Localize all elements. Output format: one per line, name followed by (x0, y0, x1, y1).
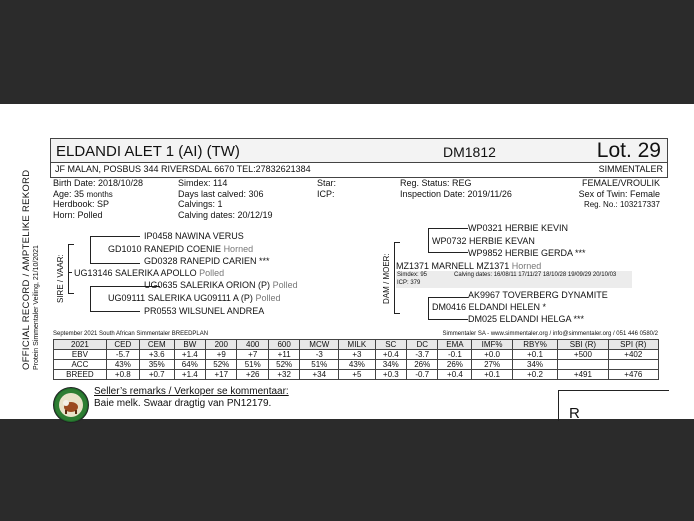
table-row (54, 360, 659, 370)
dam-bracket-bottom (394, 313, 400, 314)
row-label: BREED (54, 370, 107, 380)
dam-icp: ICP: 379 (397, 280, 421, 286)
table-cell: +3 (339, 350, 375, 360)
breedplan-header-row (54, 340, 659, 350)
col-400: 400 (237, 340, 268, 350)
dam-sire-sire: WP0321 HERBIE KEVIN (468, 223, 569, 233)
animal-code: DM1812 (443, 144, 496, 160)
col-bw: BW (174, 340, 205, 350)
age-value: Age: 35 (53, 189, 85, 199)
dam-calving-dates: Calving dates: 16/08/11 17/11/27 18/10/28 19/09/29 20/10/03 (454, 272, 617, 278)
sire-dam-name: UG09111 SALERIKA UG09111 A (P) (108, 293, 253, 303)
dam-dam: DM0416 ELDANDI HELEN * (432, 302, 547, 312)
table-cell: 35% (139, 360, 174, 370)
breedplan-contact: Simmentaler SA - www.simmentaler.org / info@simmentaler.org / 051 446 0580/2 (442, 331, 658, 337)
sire-dam-sire (144, 280, 298, 290)
table-cell: +0.3 (375, 370, 406, 380)
table-cell: +7 (237, 350, 268, 360)
side-record-text (22, 170, 42, 370)
dam-sire-dam: WP9852 HERBIE GERDA *** (468, 248, 586, 258)
sire-dam-sire-tag: Polled (272, 280, 298, 290)
dam-bracket (394, 242, 395, 314)
remarks-text: Baie melk. Swaar dragtig van PN12179. (94, 398, 272, 409)
dam (396, 261, 541, 271)
dam-sire-bracket (428, 228, 429, 253)
sire-dam (108, 293, 280, 303)
sire-sire-sire: IP0458 NAWINA VERUS (144, 231, 244, 241)
table-cell: +11 (268, 350, 299, 360)
dam-dam-bracket-bottom (428, 319, 468, 320)
table-row (54, 370, 659, 380)
lot-number: Lot. 29 (596, 139, 661, 162)
table-row (54, 350, 659, 360)
logo-graphic (54, 388, 88, 422)
card-header (50, 138, 668, 163)
simdex: Simdex: 114 (178, 178, 228, 188)
table-cell: +0.4 (438, 370, 472, 380)
sire-bracket (68, 244, 69, 294)
dam-dam-bracket-top (428, 297, 468, 298)
col-dc: DC (407, 340, 438, 350)
dam-dam-sire: AK9967 TOVERBERG DYNAMITE (468, 290, 608, 300)
table-cell: +402 (608, 350, 658, 360)
col-year: 2021 (54, 340, 107, 350)
table-cell: +0.2 (512, 370, 557, 380)
col-milk: MILK (339, 340, 375, 350)
table-cell: +0.8 (106, 370, 139, 380)
table-cell: +500 (558, 350, 608, 360)
table-cell: 26% (438, 360, 472, 370)
col-mcw: MCW (300, 340, 339, 350)
lot-card (50, 138, 668, 422)
table-cell: -5.7 (106, 350, 139, 360)
sire-label: SIRE / VAAR: (56, 254, 65, 303)
breed-label: SIMMENTALER (598, 164, 663, 174)
dam-sire-bracket-top (428, 228, 468, 229)
dam-dam-bracket (428, 297, 429, 320)
table-cell (608, 360, 658, 370)
table-cell: 64% (174, 360, 205, 370)
dam-bracket-top (394, 242, 400, 243)
table-cell: +491 (558, 370, 608, 380)
table-cell: 43% (339, 360, 375, 370)
calvings: Calvings: 1 (178, 199, 223, 209)
table-cell: -3.7 (407, 350, 438, 360)
row-label: EBV (54, 350, 107, 360)
age-unit: months (86, 190, 113, 199)
twin-sex: Sex of Twin: Female (578, 189, 660, 199)
owner-address: JF MALAN, POSBUS 344 RIVERSDAL 6670 TEL:27832621384 (55, 164, 311, 174)
col-spi: SPI (R) (608, 340, 658, 350)
table-cell: +32 (268, 370, 299, 380)
table-cell: +0.1 (472, 370, 512, 380)
remarks-title: Seller’s remarks / Verkoper se kommentaar: (94, 386, 289, 397)
reg-number: Reg. No.: 103217337 (583, 200, 660, 209)
col-sc: SC (375, 340, 406, 350)
dam-tag: Horned (511, 261, 542, 271)
table-cell: +1.4 (174, 350, 205, 360)
table-cell (558, 360, 608, 370)
animal-name: ELDANDI ALET 1 (AI) (TW) (56, 143, 240, 160)
table-cell: 34% (512, 360, 557, 370)
corner-box (558, 390, 669, 421)
sire-sire-bracket-top (90, 236, 140, 237)
sire-bracket-bottom (68, 293, 74, 294)
table-cell: 34% (375, 360, 406, 370)
table-cell: -3 (300, 350, 339, 360)
dam-label: DAM / MOER: (382, 253, 391, 304)
table-cell: -0.7 (407, 370, 438, 380)
corner-letter: R (569, 405, 580, 422)
table-cell: +5 (339, 370, 375, 380)
table-cell: +0.4 (375, 350, 406, 360)
dam-sire-bracket-bottom (428, 252, 468, 253)
sire-dam-tag: Polled (255, 293, 281, 303)
top-dark-band (0, 0, 694, 104)
col-600: 600 (268, 340, 299, 350)
breedplan-table (53, 339, 659, 380)
sire-tag: Polled (199, 268, 225, 278)
sire-bracket-top (68, 244, 74, 245)
col-rby: RBY% (512, 340, 557, 350)
table-cell: +0.1 (512, 350, 557, 360)
col-200: 200 (206, 340, 237, 350)
table-cell: 52% (206, 360, 237, 370)
star: Star: (317, 178, 337, 188)
table-cell: +17 (206, 370, 237, 380)
table-cell: +0.0 (472, 350, 512, 360)
horn-status: Horn: Polled (53, 210, 103, 220)
col-sbi: SBI (R) (558, 340, 608, 350)
table-cell: 43% (106, 360, 139, 370)
sire-dam-bracket-bottom (90, 311, 140, 312)
owner-line (50, 162, 668, 178)
table-cell: +9 (206, 350, 237, 360)
col-cem: CEM (139, 340, 174, 350)
table-cell: 26% (407, 360, 438, 370)
sire-stub (68, 272, 72, 273)
official-record-label: OFFICIAL RECORD / AMPTELIKE REKORD (21, 169, 32, 370)
days-last-calved: Days last calved: 306 (178, 189, 264, 199)
dam-dam-dam: DM025 ELDANDI HELGA *** (468, 314, 585, 324)
table-cell: +3.6 (139, 350, 174, 360)
row-label: ACC (54, 360, 107, 370)
table-cell: +34 (300, 370, 339, 380)
dam-name: MZ1371 MARNELL MZ1371 (396, 261, 510, 271)
sire-dam-sire-name: UG0635 SALERIKA ORION (P) (144, 280, 271, 290)
sire-sire (108, 244, 253, 254)
col-imf: IMF% (472, 340, 512, 350)
sire (74, 268, 224, 278)
sire-dam-bracket (90, 286, 91, 312)
birth-date: Birth Date: 2018/10/28 (53, 178, 144, 188)
sire-sire-dam: GD0328 RANEPID CARIEN *** (144, 256, 270, 266)
table-cell: 51% (237, 360, 268, 370)
table-cell: -0.1 (438, 350, 472, 360)
table-cell: 52% (268, 360, 299, 370)
table-cell: +476 (608, 370, 658, 380)
sire-sire-name: GD1010 RANEPID COENIE (108, 244, 222, 254)
age (53, 189, 113, 199)
col-ced: CED (106, 340, 139, 350)
col-ema: EMA (438, 340, 472, 350)
sire-sire-tag: Horned (223, 244, 254, 254)
herdbook: Herdbook: SP (53, 199, 110, 209)
sex: FEMALE/VROULIK (581, 178, 660, 188)
icp: ICP: (317, 189, 335, 199)
table-cell: 27% (472, 360, 512, 370)
table-cell: +0.7 (139, 370, 174, 380)
simmentaler-logo (53, 387, 89, 423)
table-cell: +1.4 (174, 370, 205, 380)
inspection-date: Inspection Date: 2019/11/26 (400, 189, 512, 199)
calving-dates: Calving dates: 20/12/19 (178, 210, 273, 220)
bottom-dark-band (0, 419, 694, 521)
dam-simdex: Simdex: 95 (397, 272, 428, 278)
reg-status: Reg. Status: REG (400, 178, 472, 188)
sire-dam-dam: PR0553 WILSUNEL ANDREA (144, 306, 265, 316)
auction-label: Protein Simmentaler Veiling, 21/10/2021 (33, 245, 40, 370)
table-cell: 51% (300, 360, 339, 370)
dam-sire: WP0732 HERBIE KEVAN (432, 236, 535, 246)
table-cell: +26 (237, 370, 268, 380)
sire-sire-bracket (90, 236, 91, 264)
breedplan-caption: September 2021 South African Simmentaler BREEDPLAN (53, 331, 209, 337)
sire-sire-bracket-bottom (90, 263, 140, 264)
sire-name: UG13146 SALERIKA APOLLO (74, 268, 197, 278)
